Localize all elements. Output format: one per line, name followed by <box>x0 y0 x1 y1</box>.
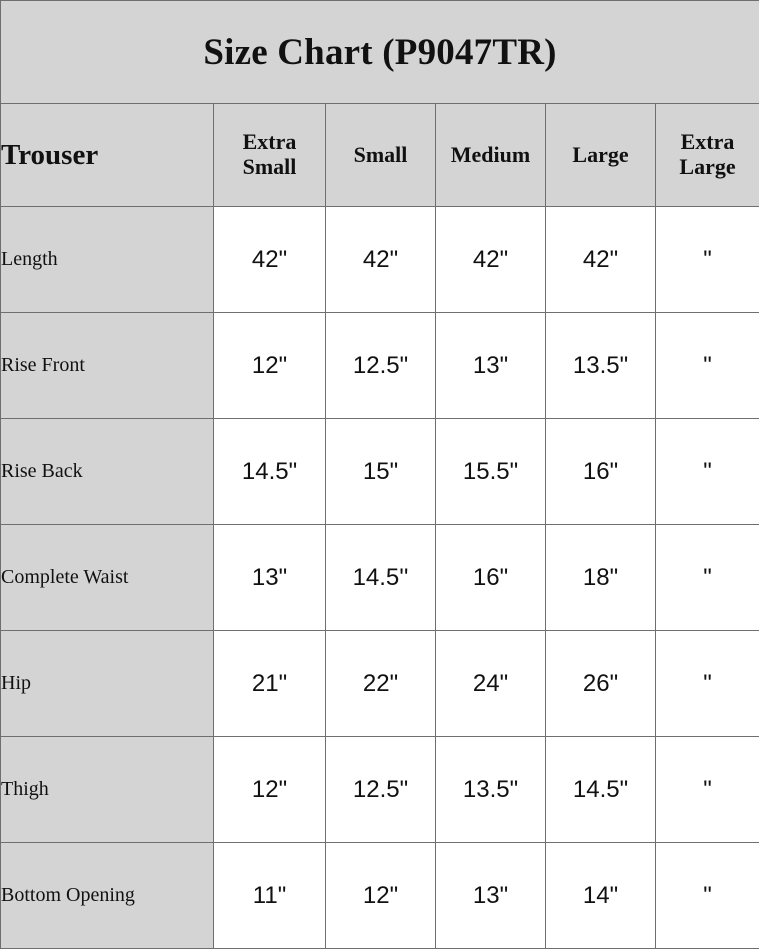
row-label-hip: Hip <box>1 631 214 737</box>
cell-rise-back-extra-small: 14.5" <box>214 419 326 525</box>
table-row <box>1 737 759 843</box>
cell-hip-large: 26" <box>546 631 656 737</box>
column-header-medium: Medium <box>436 104 546 207</box>
page-title: Size Chart (P9047TR) <box>1 1 759 104</box>
column-header-extra-small <box>214 104 326 207</box>
cell-rise-back-medium: 15.5" <box>436 419 546 525</box>
cell-rise-back-large: 16" <box>546 419 656 525</box>
column-header-large: Large <box>546 104 656 207</box>
cell-rise-front-small: 12.5" <box>326 313 436 419</box>
column-header-row <box>1 104 759 207</box>
cell-complete-waist-large: 18" <box>546 525 656 631</box>
table-row <box>1 525 759 631</box>
row-label-bottom-opening: Bottom Opening <box>1 843 214 949</box>
row-label-rise-front: Rise Front <box>1 313 214 419</box>
cell-complete-waist-small: 14.5'' <box>326 525 436 631</box>
cell-rise-front-extra-small: 12" <box>214 313 326 419</box>
cell-rise-front-extra-large: " <box>656 313 759 419</box>
column-header-extra-small-line1: Extra <box>243 129 297 154</box>
cell-bottom-opening-extra-large: " <box>656 843 759 949</box>
column-header-extra-small-line2: Small <box>243 154 297 179</box>
cell-hip-medium: 24" <box>436 631 546 737</box>
cell-thigh-small: 12.5" <box>326 737 436 843</box>
cell-rise-back-extra-large: " <box>656 419 759 525</box>
table-row <box>1 631 759 737</box>
cell-rise-back-small: 15" <box>326 419 436 525</box>
table-row <box>1 419 759 525</box>
row-label-rise-back: Rise Back <box>1 419 214 525</box>
cell-bottom-opening-small: 12" <box>326 843 436 949</box>
row-label-thigh: Thigh <box>1 737 214 843</box>
cell-thigh-extra-small: 12" <box>214 737 326 843</box>
cell-bottom-opening-medium: 13" <box>436 843 546 949</box>
column-header-extra-large <box>656 104 759 207</box>
cell-hip-extra-large: " <box>656 631 759 737</box>
cell-complete-waist-medium: 16" <box>436 525 546 631</box>
table-row <box>1 843 759 949</box>
cell-thigh-extra-large: " <box>656 737 759 843</box>
cell-length-small: 42" <box>326 207 436 313</box>
cell-length-medium: 42" <box>436 207 546 313</box>
row-header-label: Trouser <box>1 104 214 207</box>
cell-rise-front-large: 13.5" <box>546 313 656 419</box>
cell-thigh-medium: 13.5" <box>436 737 546 843</box>
cell-complete-waist-extra-small: 13" <box>214 525 326 631</box>
column-header-extra-large-line2: Large <box>679 154 735 179</box>
cell-rise-front-medium: 13" <box>436 313 546 419</box>
cell-complete-waist-extra-large: " <box>656 525 759 631</box>
table-row <box>1 313 759 419</box>
cell-length-large: 42" <box>546 207 656 313</box>
cell-hip-extra-small: 21" <box>214 631 326 737</box>
table-row <box>1 207 759 313</box>
row-label-length: Length <box>1 207 214 313</box>
cell-length-extra-small: 42" <box>214 207 326 313</box>
cell-bottom-opening-extra-small: 11" <box>214 843 326 949</box>
column-header-extra-large-line1: Extra <box>681 129 735 154</box>
cell-length-extra-large: " <box>656 207 759 313</box>
cell-thigh-large: 14.5" <box>546 737 656 843</box>
column-header-small: Small <box>326 104 436 207</box>
cell-hip-small: 22" <box>326 631 436 737</box>
title-row <box>1 1 759 104</box>
cell-bottom-opening-large: 14" <box>546 843 656 949</box>
row-label-complete-waist: Complete Waist <box>1 525 214 631</box>
